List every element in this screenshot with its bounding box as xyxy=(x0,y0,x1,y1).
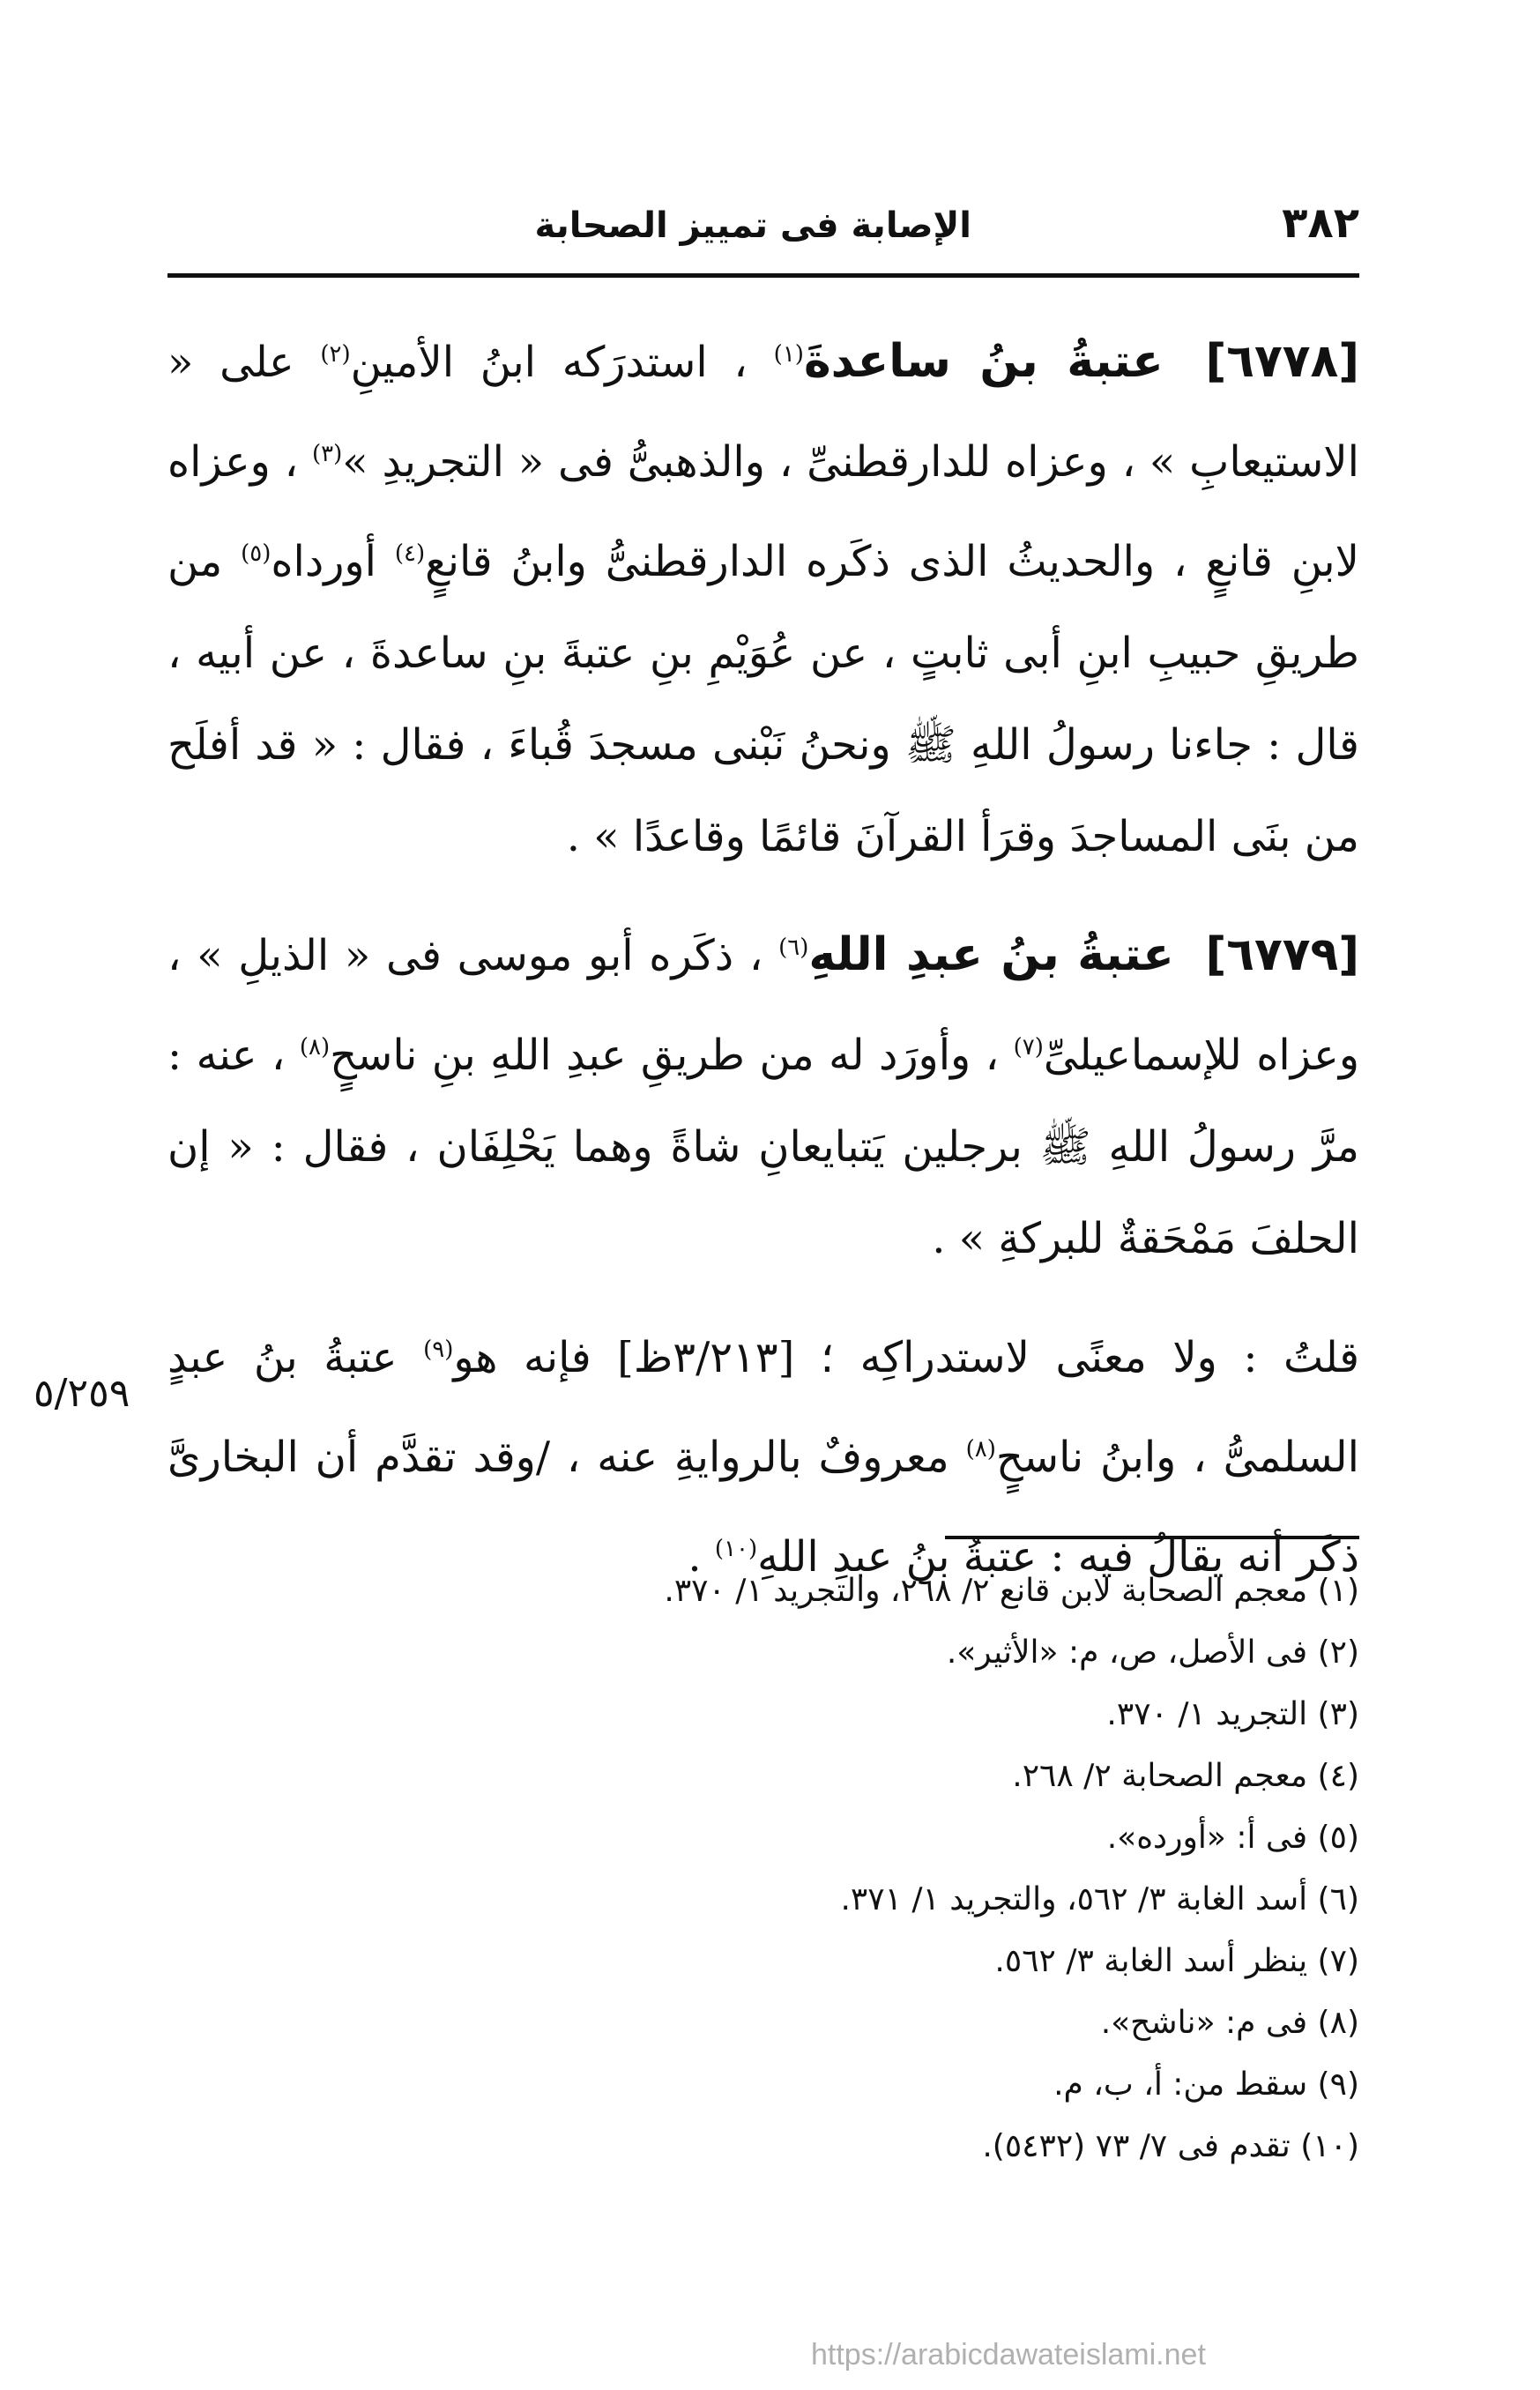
entry-text: من طريقِ حبيبِ ابنِ أبى ثابتٍ ، عن عُوَيْمِ بنِ عتبةَ بنِ ساعدةَ ، عن أبيه ، قال : جاءنا رسولُ اللهِ ﷺ ونحنُ نَبْنى مسجدَ قُباءَ ، فقال : « قد أفلَح من بنَى المساجدَ وقرَأ القرآنَ قائمًا وقاعدًا » . xyxy=(167,537,1360,861)
main-text xyxy=(167,309,1359,1622)
footnote-ref[interactable]: (٨) xyxy=(299,1034,331,1061)
entry-text: أورداه xyxy=(271,537,376,586)
entry-text: ، وأورَد له من طريقِ عبدِ اللهِ بنِ ناسحٍ xyxy=(330,1031,1000,1080)
footnote-ref[interactable]: (٩) xyxy=(423,1336,454,1363)
footnote-item: (٦) أسد الغابة ٣/ ٥٦٢، والتجريد ١/ ٣٧١. xyxy=(840,1881,1359,1917)
entry-text: ، وعزاه لابنِ قانعٍ ، والحديثُ الذى ذكَره الدارقطنىُّ وابنُ قانعٍ xyxy=(167,437,1359,586)
footnote-item: (١) معجم الصحابة لابن قانع ٢/ ٢٦٨، والتجريد ١/ ٣٧٠. xyxy=(664,1573,1359,1609)
footnote-ref[interactable]: (٦) xyxy=(778,934,809,961)
footnote-ref[interactable]: (٧) xyxy=(1013,1034,1044,1061)
entry-name: عتبةُ بنُ ساعدةَ xyxy=(803,335,1164,388)
footnote-ref[interactable]: (٤) xyxy=(394,540,426,567)
entry-text: على « الاستيعابِ » ، وعزاه للدارقطنىِّ ، والذهبىُّ فى « التجريدِ » xyxy=(167,338,1359,487)
footnote-item: (٨) فى م: «ناشح». xyxy=(1100,2005,1359,2041)
author-note xyxy=(167,1304,1359,1603)
footnote-ref[interactable]: (١) xyxy=(773,341,804,368)
footnote-ref[interactable]: (٣) xyxy=(311,441,343,467)
entry-name: عتبةُ بنُ عبدِ اللهِ xyxy=(808,928,1174,981)
note-text: . xyxy=(688,1532,702,1582)
entry-text: ، استدرَكه ابنُ الأمينِ xyxy=(350,338,748,387)
footnote-ref[interactable]: (١٠) xyxy=(714,1536,758,1562)
note-text: عتبةُ بنُ عبدٍ السلمىُّ ، وابنُ ناسحٍ xyxy=(167,1333,1359,1482)
page-number: ٣٨٢ xyxy=(1282,198,1359,248)
footnotes xyxy=(167,1560,1359,2178)
margin-reference: ٥/٢٥٩ xyxy=(33,1371,130,1416)
entry-text: ، عنه : مرَّ رسولُ اللهِ ﷺ برجلين يَتبايعانِ شاةً وهما يَحْلِفَان ، فقال : « إن الحلفَ مَمْحَقةٌ للبركةِ » . xyxy=(167,1031,1359,1263)
footnote-item: (٢) فى الأصل، ص، م: «الأثير». xyxy=(946,1634,1359,1671)
footnote-item: (٩) سقط من: أ، ب، م. xyxy=(1053,2066,1359,2103)
footnote-item: (٧) ينظر أسد الغابة ٣/ ٥٦٢. xyxy=(994,1943,1359,1979)
footnote-ref[interactable]: (٥) xyxy=(241,540,272,567)
footnote-item: (٤) معجم الصحابة ٢/ ٢٦٨. xyxy=(1012,1758,1359,1794)
entry-6778 xyxy=(167,309,1359,882)
note-text: معروفٌ بالروايةِ عنه ، /وقد تقدَّم أن البخارىَّ ذكَر أنه يقالُ فيه : عتبةُ بنُ عبدِ اللهِ xyxy=(167,1433,1359,1582)
page-header xyxy=(167,190,1359,278)
footnote-ref[interactable]: (٨) xyxy=(965,1436,996,1463)
footnote-item: (١٠) تقدم فى ٧/ ٧٣ (٥٤٣٢). xyxy=(982,2128,1359,2164)
entry-number: [٦٧٧٨] xyxy=(1205,335,1359,388)
footnote-ref[interactable]: (٢) xyxy=(320,341,351,368)
entry-text: ، ذكَره أبو موسى فى « الذيلِ » ، وعزاه للإسماعيلىِّ xyxy=(167,931,1359,1080)
note-text: قلتُ : ولا معنًى لاستدراكِه ؛ [٣/٢١٣ظ] فإنه هو xyxy=(453,1333,1360,1382)
entry-6779 xyxy=(167,902,1359,1284)
footnote-divider xyxy=(945,1536,1359,1539)
entry-number: [٦٧٧٩] xyxy=(1205,928,1359,981)
watermark-url: https://arabicdawateislami.net xyxy=(811,2338,1206,2371)
running-title: الإصابة فى تمييز الصحابة xyxy=(534,205,971,246)
footnote-item: (٣) التجريد ١/ ٣٧٠. xyxy=(1106,1696,1359,1732)
footnote-item: (٥) فى أ: «أورده». xyxy=(1106,1820,1359,1856)
